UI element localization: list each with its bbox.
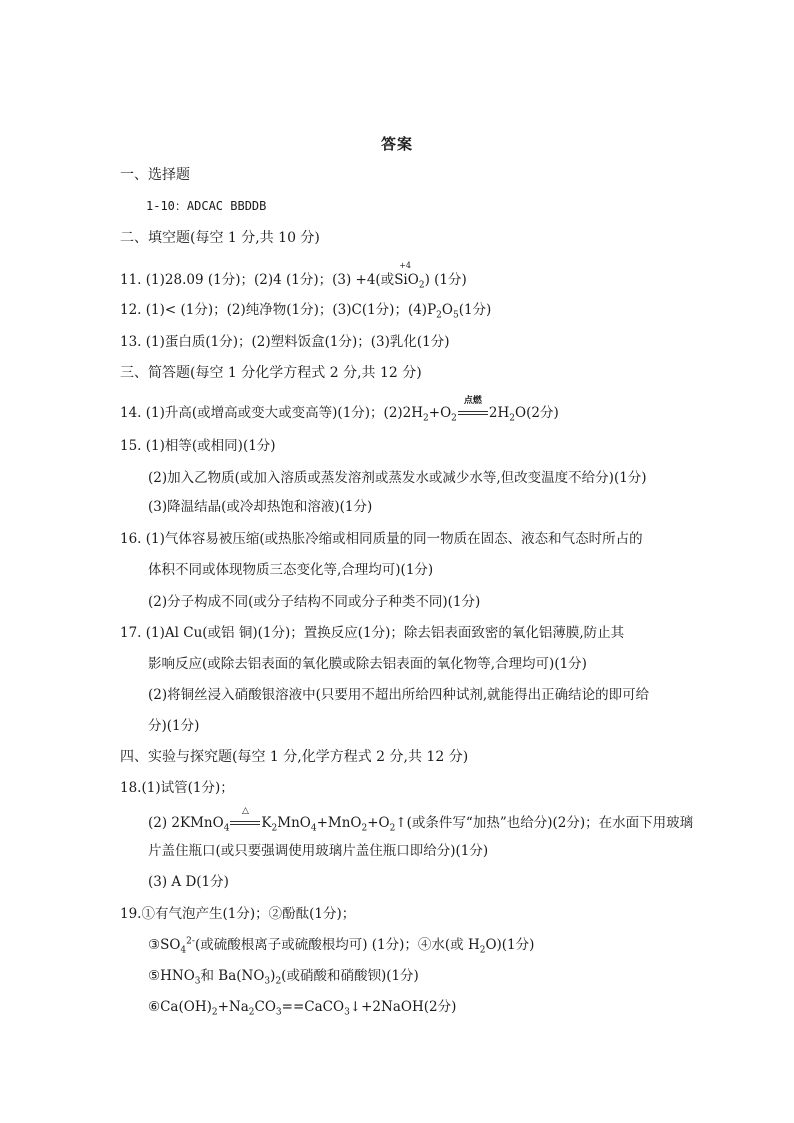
q18-line-1 (120, 779, 234, 797)
o2-sub: 2 (451, 413, 457, 424)
na-sub: 2 (248, 1007, 255, 1018)
q15-line-3: (3)降温结晶(或冷却热饱和溶液)(1分) (148, 499, 373, 515)
q19-line-4 (148, 998, 456, 1016)
q12-tail: (1分) (458, 302, 492, 318)
section-3-heading: 三、简答题(每空 1 分化学方程式 2 分,共 12 分) (120, 365, 422, 381)
h2o-sub: 2 (479, 945, 486, 956)
heat-symbol: △ (241, 806, 249, 816)
q19-text-4-tail: ↓+2NaOH(2分) (349, 999, 457, 1015)
q18-text-2-tail: ↑(或条件写“加热”也给分)(2分)；在水面下用玻璃 (395, 815, 694, 831)
so4-text: ③SO (148, 937, 181, 953)
section-4-heading: 四、实验与探究题(每空 1 分,化学方程式 2 分,共 12 分) (120, 749, 469, 765)
q18-text-1: (1)试管(1分)； (141, 780, 234, 796)
caco3-text: ==CaCO (281, 999, 345, 1015)
q11-number: 11. (120, 272, 142, 288)
mno4-sub: 4 (310, 823, 317, 834)
caoh2-text: ⑥Ca(OH) (148, 999, 212, 1015)
reaction-condition-sign (458, 396, 488, 417)
q17-text-1: (1)Al Cu(或铝 铜)(1分)；置换反应(1分)；除去铝表面致密的氧化铝薄膜,防止其 (145, 625, 625, 641)
q11-text: (1)28.09 (1分)；(2)4 (1分)；(3) +4(或 (145, 272, 395, 288)
choice-answers: 1-10：ADCAC BBDDB (146, 199, 267, 213)
q12-number: 12. (120, 302, 142, 318)
heat-condition-sign (230, 806, 260, 827)
h2-sub: 2 (423, 413, 429, 424)
bano3-sub: 2 (275, 976, 282, 987)
product-sub: 2 (509, 413, 516, 424)
q16-line-1 (120, 530, 643, 548)
caco3-sub: 3 (344, 1007, 350, 1018)
mno2-text: +MnO (316, 815, 362, 831)
q17-number: 17. (120, 625, 142, 641)
na-text: +Na (217, 999, 249, 1015)
q18-number: 18. (120, 780, 142, 796)
section-2-heading: 二、填空题(每空 1 分,共 10 分) (120, 230, 320, 246)
q17-line-4: 分)(1分) (148, 718, 200, 734)
mno4-text: MnO (277, 815, 311, 831)
q19-number: 19. (120, 906, 142, 922)
page-title: 答案 (380, 135, 413, 153)
p-sub: 2 (436, 310, 442, 321)
q16-text-1: (1)气体容易被压缩(或热胀冷缩或相同质量的同一物质在固态、液态和气态时所占的 (145, 531, 643, 547)
q17-line-2: 影响反应(或除去铝表面的氧化膜或除去铝表面的氧化物等,合理均可)(1分) (148, 656, 587, 672)
q12-answer (120, 301, 491, 319)
q15-text-1: (1)相等(或相同)(1分) (145, 438, 276, 454)
q19-text-3-tail: (或硝酸和硝酸钡)(1分) (281, 968, 419, 984)
kmno4-sub: 4 (223, 823, 230, 834)
q13-text: (1)蛋白质(1分)；(2)塑料饭盒(1分)；(3)乳化(1分) (145, 334, 450, 350)
q19-line-1 (120, 905, 355, 923)
valence-mark: +4 (399, 261, 411, 270)
sio2-formula (394, 261, 425, 291)
q15-line-2: (2)加入乙物质(或加入溶质或蒸发溶剂或蒸发水或减少水等,但改变温度不给分)(1分) (148, 470, 647, 486)
bano3-text: 和 Ba(NO (200, 968, 265, 984)
co3-sub: 3 (275, 1007, 282, 1018)
product-text: 2H (488, 405, 510, 421)
formula-sub: 2 (418, 280, 425, 291)
condition-text: 点燃 (463, 396, 482, 406)
o2-text: +O (367, 815, 390, 831)
paren-close: ) (270, 968, 276, 984)
q19-text-2: (或硫酸根离子或硫酸根均可) (1分)；④水(或 H (194, 937, 480, 953)
q18-line-2 (148, 806, 694, 834)
q15-number: 15. (120, 438, 142, 454)
o-text: O (441, 302, 453, 318)
q19-text-2-tail: O)(1分) (485, 937, 535, 953)
plus-o2: +O (428, 405, 452, 421)
k-sub: 2 (271, 823, 278, 834)
q14-answer (120, 396, 559, 424)
q18-line-4: (3) A D(1分) (148, 874, 229, 890)
co3-text: CO (254, 999, 276, 1015)
q14-text: (1)升高(或增高或变大或变高等)(1分)；(2)2H (145, 405, 424, 421)
so4-sub: 4 (180, 945, 187, 956)
q14-tail: O(2分) (515, 405, 559, 421)
formula-text: SiO (394, 272, 419, 288)
q19-text-1: ①有气泡产生(1分)；②酚酞(1分)； (141, 906, 356, 922)
q16-number: 16. (120, 531, 142, 547)
q18-line-3: 片盖住瓶口(或只要强调使用玻璃片盖住瓶口即给分)(1分) (148, 843, 489, 859)
q17-line-1 (120, 624, 624, 642)
q17-line-3: (2)将铜丝浸入硝酸银溶液中(只要用不超出所给四种试剂,就能得出正确结论的即可给 (148, 687, 650, 703)
q13-number: 13. (120, 334, 142, 350)
q16-line-2: 体积不同或体现物质三态变化等,合理均可)(1分) (148, 562, 434, 578)
caoh2-sub: 2 (211, 1007, 218, 1018)
mno2-sub: 2 (361, 823, 368, 834)
hno3-text: ⑤HNO (148, 968, 195, 984)
o-sub: 5 (452, 310, 459, 321)
q16-line-3: (2)分子构成不同(或分子结构不同或分子种类不同)(1分) (148, 594, 481, 610)
q11-tail: ) (1分) (424, 272, 467, 288)
o2-sub-18: 2 (389, 823, 396, 834)
q12-text: (1)< (1分)；(2)纯净物(1分)；(3)C(1分)；(4)P (145, 302, 437, 318)
hno3-sub: 3 (194, 976, 201, 987)
q13-answer (120, 333, 450, 351)
no3-sub: 3 (264, 976, 271, 987)
q11-answer (120, 261, 467, 291)
q14-number: 14. (120, 405, 142, 421)
q15-line-1 (120, 437, 276, 455)
q19-line-2 (148, 936, 534, 954)
k-text: K (261, 815, 272, 831)
kmno4-text: (2) 2KMnO (148, 815, 224, 831)
so4-charge: 2- (186, 936, 195, 947)
q19-line-3 (148, 967, 419, 985)
section-1-heading: 一、选择题 (120, 167, 190, 183)
